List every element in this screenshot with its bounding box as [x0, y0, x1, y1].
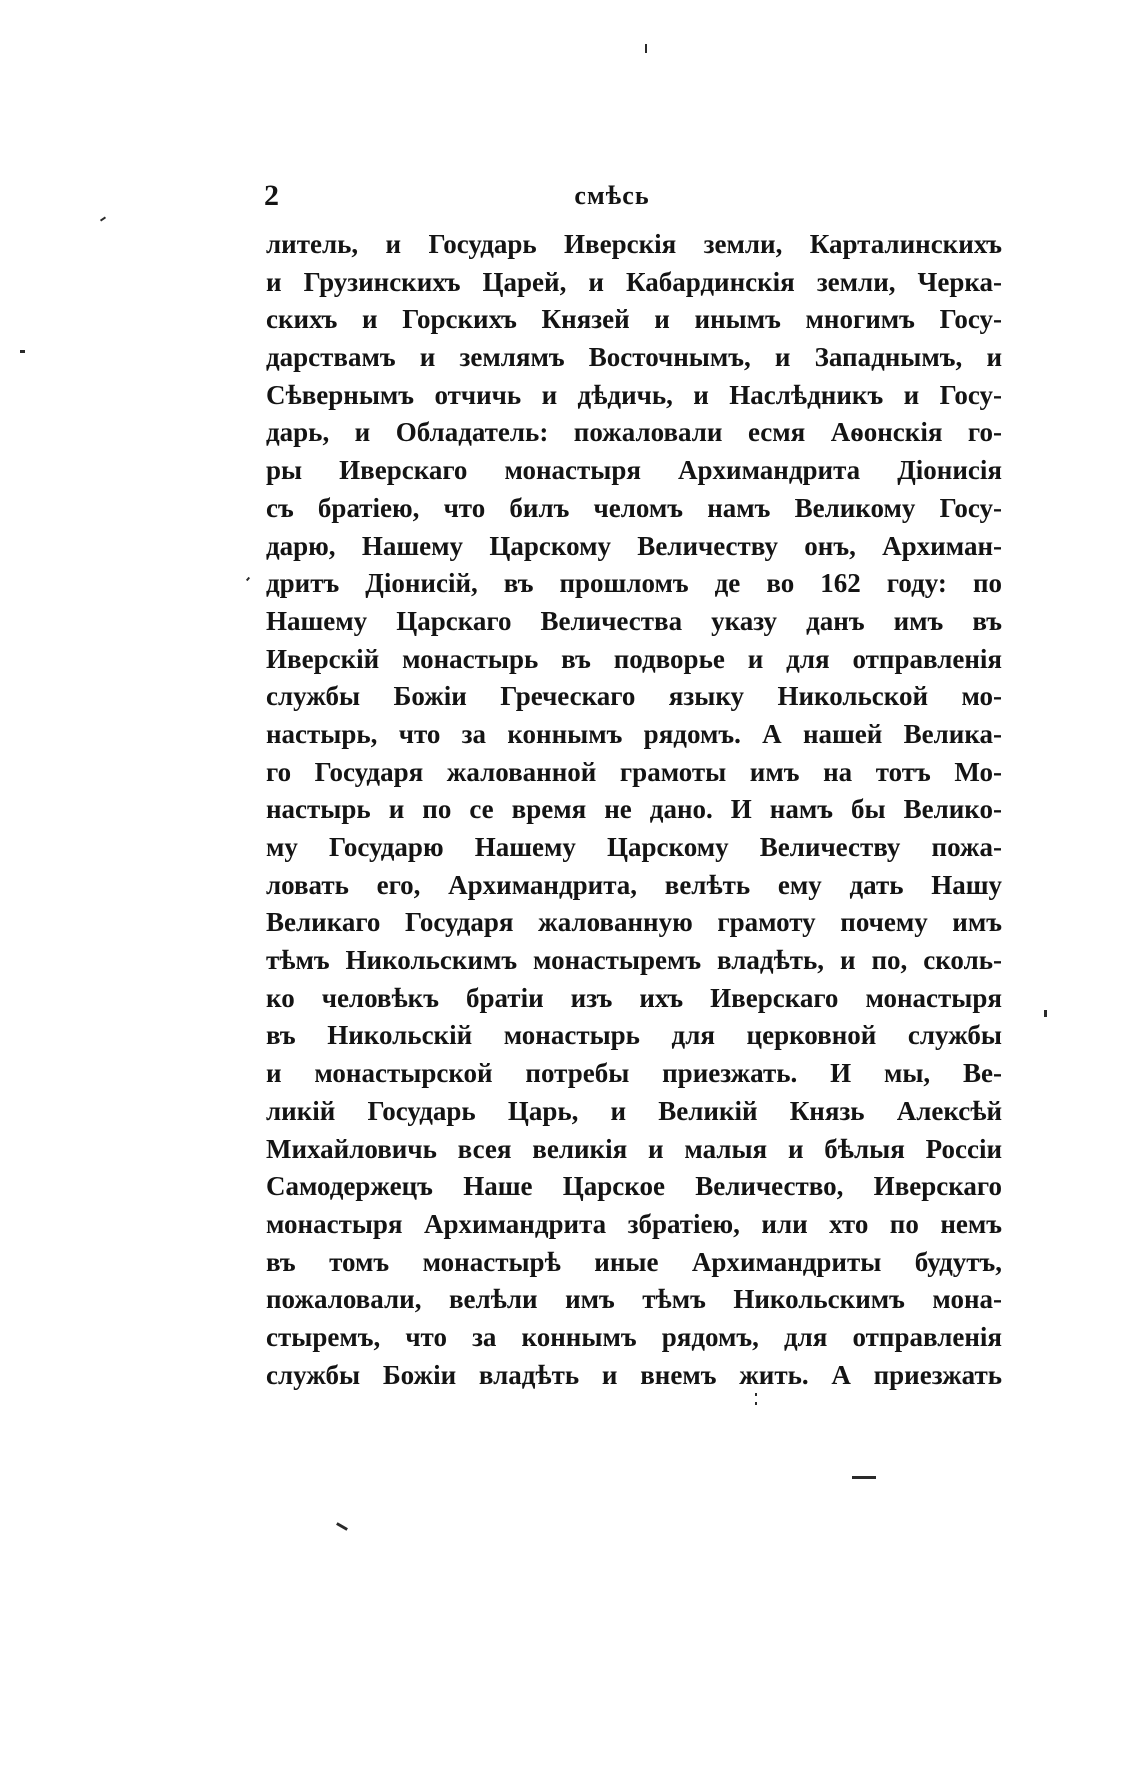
- text-line: Сѣвернымъ отчичь и дѣдичь, и Наслѣдникъ и Госу-: [266, 379, 1002, 410]
- text-line: Иверскій монастырь въ подворье и для отправленія: [266, 643, 1002, 674]
- scan-speck: [246, 577, 250, 581]
- text-line: дритъ Діонисій, въ прошломъ де во 162 году: по: [266, 568, 1002, 599]
- text-line: Самодержецъ Наше Царское Величество, Иверскаго: [266, 1171, 1002, 1202]
- text-line: ко человѣкъ братіи изъ ихъ Иверскаго монастыря: [266, 982, 1002, 1013]
- body-text: [266, 226, 1002, 1394]
- text-line: дарствамъ и землямъ Восточнымъ, и Западнымъ, и: [266, 342, 1002, 373]
- text-line: настырь, что за коннымъ рядомъ. А нашей Велика-: [266, 718, 1002, 749]
- text-line: Великаго Государя жалованную грамоту почему имъ: [266, 907, 1002, 938]
- text-line: монастыря Архимандрита збратіею, или хто по немъ: [266, 1208, 1002, 1239]
- text-line: му Государю Нашему Царскому Величеству пожа-: [266, 832, 1002, 862]
- text-line: Нашему Царскаго Величества указу данъ имъ въ: [266, 605, 1002, 636]
- text-line: настырь и по се время не дано. И намъ бы Велико-: [266, 794, 1002, 825]
- text-line: въ томъ монастырѣ иные Архимандриты будутъ,: [266, 1246, 1002, 1277]
- page-number: 2: [264, 179, 279, 212]
- scan-speck: [755, 1402, 757, 1405]
- text-line: ры Иверскаго монастыря Архимандрита Діонисія: [266, 455, 1002, 486]
- text-line: пожаловали, велѣли имъ тѣмъ Никольскимъ мона-: [266, 1284, 1002, 1315]
- text-line: въ Никольскій монастырь для церковной службы: [266, 1020, 1002, 1051]
- text-line: Михайловичь всея великія и малыя и бѣлыя Россіи: [266, 1133, 1002, 1164]
- running-head: смѣсь: [574, 181, 650, 210]
- text-line: ликій Государь Царь, и Великій Князь Алексѣй: [266, 1095, 1002, 1126]
- text-line: го Государя жалованной грамоты имъ на тотъ Мо-: [266, 756, 1002, 787]
- text-line: литель, и Государь Иверскія земли, Карталинскихъ: [266, 229, 1002, 259]
- text-line: и Грузинскихъ Царей, и Кабардинскія земли, Черка-: [266, 266, 1002, 297]
- text-line: дарю, Нашему Царскому Величеству онъ, Архиман-: [266, 530, 1002, 561]
- text-line: тѣмъ Никольскимъ монастыремъ владѣть, и по, сколь-: [266, 945, 1002, 976]
- scan-speck: [645, 44, 647, 53]
- text-line: скихъ и Горскихъ Князей и инымъ многимъ Госу-: [266, 304, 1002, 335]
- text-line: съ братіею, что билъ челомъ намъ Великому Госу-: [266, 492, 1002, 523]
- scan-speck: [852, 1476, 876, 1479]
- text-line: дарь, и Обладатель: пожаловали есмя Аѳонскія го-: [266, 417, 1002, 448]
- text-line: стыремъ, что за коннымъ рядомъ, для отправленія: [266, 1321, 1002, 1352]
- text-line: службы Божіи Греческаго языку Никольской мо-: [266, 681, 1002, 712]
- text-line: ловать его, Архимандрита, велѣть ему дать Нашу: [266, 869, 1002, 900]
- scan-speck: [1044, 1010, 1047, 1017]
- scan-speck: [100, 216, 106, 221]
- scan-speck: [20, 350, 25, 353]
- scan-speck: [336, 1522, 348, 1531]
- text-line: службы Божіи владѣть и внемъ жить. А приезжать: [266, 1359, 1002, 1390]
- text-line: и монастырской потребы приезжать. И мы, Ве-: [266, 1058, 1002, 1089]
